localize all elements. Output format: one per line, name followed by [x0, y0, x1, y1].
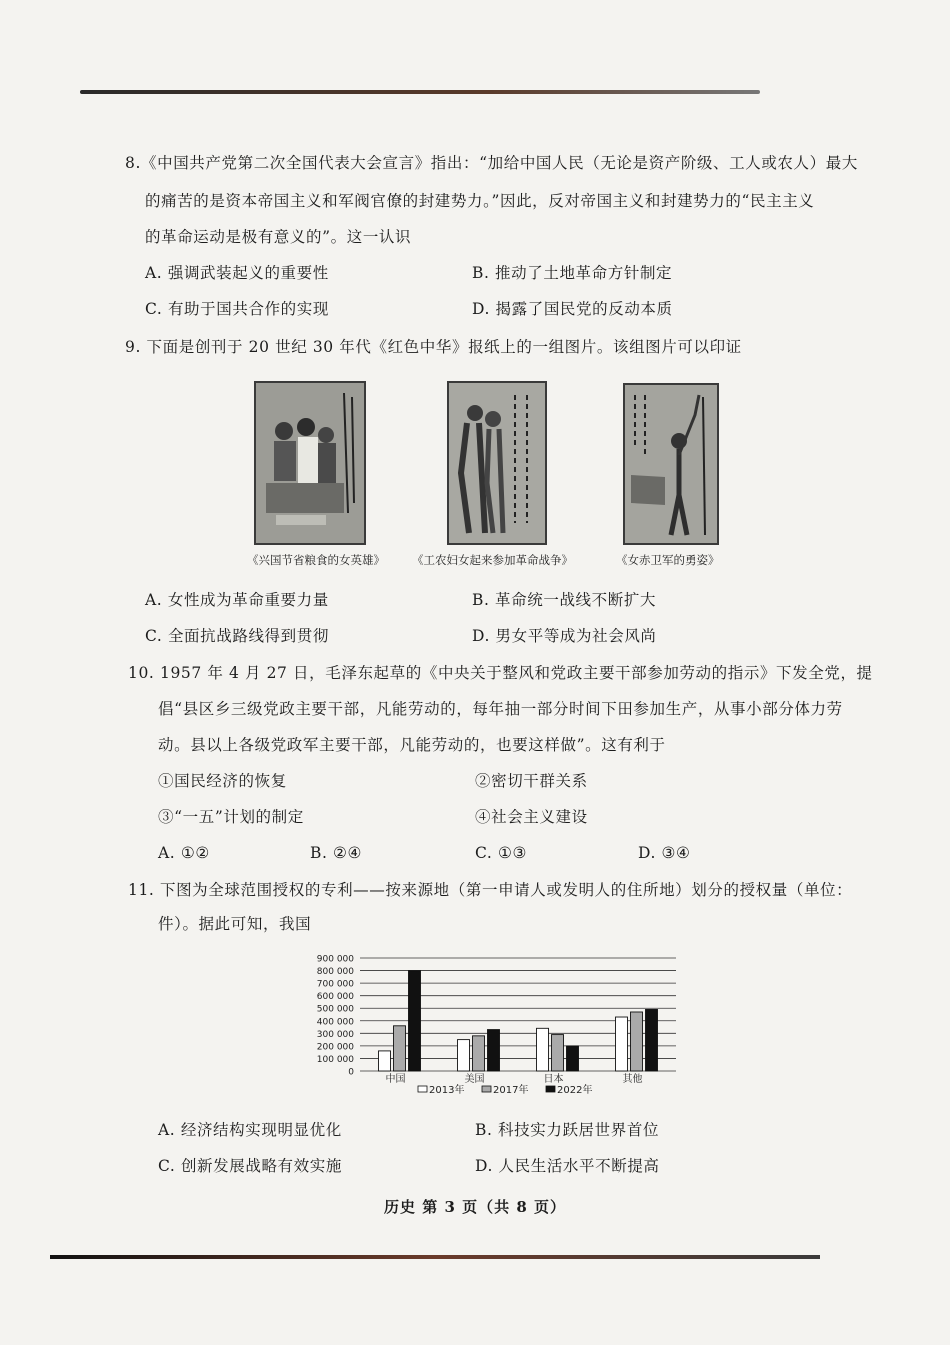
bar — [473, 1036, 485, 1071]
x-tick-label: 其他 — [622, 1074, 643, 1085]
y-tick-label: 900 000 — [316, 954, 354, 965]
bar — [631, 1012, 643, 1071]
caption-3: 《女赤卫军的勇姿》 — [616, 553, 720, 567]
legend-swatch — [418, 1086, 427, 1092]
q10-line1: 10. 1957 年 4 月 27 日，毛泽东起草的《中央关于整风和党政主要干部参加劳动的指示》下发全党，提 — [128, 664, 873, 682]
q10-option-c: C. ①③ — [475, 844, 527, 862]
legend-swatch — [482, 1086, 491, 1092]
q8-option-b: B. 推动了土地革命方针制定 — [472, 264, 673, 282]
bar — [646, 1009, 658, 1071]
bar — [616, 1017, 628, 1071]
y-tick-label: 0 — [348, 1067, 354, 1078]
bottom-rule — [50, 1255, 820, 1259]
q8-line3: 的革命运动是极有意义的”。这一认识 — [145, 228, 412, 246]
q8-option-d: D. 揭露了国民党的反动本质 — [472, 300, 673, 318]
x-tick-label: 美国 — [464, 1074, 485, 1085]
poster-working-women — [447, 381, 547, 545]
y-tick-label: 600 000 — [316, 992, 354, 1003]
q9-option-c: C. 全面抗战路线得到贯彻 — [145, 627, 329, 645]
page-footer: 历史 第 3 页（共 8 页） — [384, 1198, 566, 1216]
q11-line1: 11. 下图为全球范围授权的专利——按来源地（第一申请人或发明人的住所地）划分的授权量（单位： — [128, 881, 853, 899]
q10-line2: 倡“县区乡三级党政主要干部，凡能劳动的，每年抽一部分时间下田参加生产，从事小部分体力劳 — [158, 700, 843, 718]
q8-option-a: A. 强调武装起义的重要性 — [145, 264, 329, 282]
q11-option-d: D. 人民生活水平不断提高 — [475, 1157, 660, 1175]
q10-item-4: ④社会主义建设 — [475, 808, 588, 826]
y-tick-label: 300 000 — [316, 1029, 354, 1040]
legend-label: 2022年 — [557, 1085, 593, 1096]
patent-bar-chart — [316, 948, 696, 1098]
legend-label: 2017年 — [493, 1085, 529, 1096]
x-tick-label: 日本 — [543, 1074, 564, 1085]
bar — [379, 1051, 391, 1071]
q8-line2: 的痛苦的是资本帝国主义和军阀官僚的封建势力。”因此，反对帝国主义和封建势力的“民主主义 — [145, 192, 815, 210]
q11-option-a: A. 经济结构实现明显优化 — [158, 1121, 342, 1139]
y-tick-label: 200 000 — [316, 1042, 354, 1053]
q8-option-c: C. 有助于国共合作的实现 — [145, 300, 329, 318]
poster-women-heroes — [254, 381, 366, 545]
q9-line1: 9. 下面是创刊于 20 世纪 30 年代《红色中华》报纸上的一组图片。该组图片可以印证 — [125, 338, 742, 356]
bar — [537, 1028, 549, 1071]
q10-line3: 动。县以上各级党政军主要干部，凡能劳动的，也要这样做”。这有利于 — [158, 736, 666, 754]
y-tick-label: 700 000 — [316, 979, 354, 990]
top-rule — [80, 90, 760, 94]
caption-1: 《兴国节省粮食的女英雄》 — [247, 553, 385, 567]
caption-2: 《工农妇女起来参加革命战争》 — [412, 553, 573, 567]
bar — [394, 1026, 406, 1071]
bar — [458, 1040, 470, 1071]
y-tick-label: 400 000 — [316, 1017, 354, 1028]
q8-line1: 8.《中国共产党第二次全国代表大会宣言》指出：“加给中国人民（无论是资产阶级、工人或农人）最大 — [125, 154, 858, 172]
q10-item-2: ②密切干群关系 — [475, 772, 588, 790]
bar — [567, 1046, 579, 1071]
poster-red-guard-women — [623, 383, 719, 545]
y-tick-label: 800 000 — [316, 967, 354, 978]
x-tick-label: 中国 — [385, 1074, 406, 1085]
q11-line2: 件）。据此可知，我国 — [158, 915, 312, 933]
legend-swatch — [546, 1086, 555, 1092]
q10-item-3: ③“一五”计划的制定 — [158, 808, 304, 826]
q9-option-b: B. 革命统一战线不断扩大 — [472, 591, 657, 609]
bar — [409, 971, 421, 1071]
q10-option-a: A. ①② — [158, 844, 210, 862]
y-tick-label: 100 000 — [316, 1054, 354, 1065]
bar — [488, 1030, 500, 1071]
q9-option-d: D. 男女平等成为社会风尚 — [472, 627, 657, 645]
q10-option-b: B. ②④ — [310, 844, 363, 862]
q11-option-b: B. 科技实力跃居世界首位 — [475, 1121, 660, 1139]
q10-option-d: D. ③④ — [638, 844, 691, 862]
bar — [552, 1035, 564, 1071]
y-tick-label: 500 000 — [316, 1004, 354, 1015]
q10-item-1: ①国民经济的恢复 — [158, 772, 287, 790]
q9-option-a: A. 女性成为革命重要力量 — [145, 591, 329, 609]
q11-option-c: C. 创新发展战略有效实施 — [158, 1157, 342, 1175]
legend-label: 2013年 — [429, 1085, 465, 1096]
